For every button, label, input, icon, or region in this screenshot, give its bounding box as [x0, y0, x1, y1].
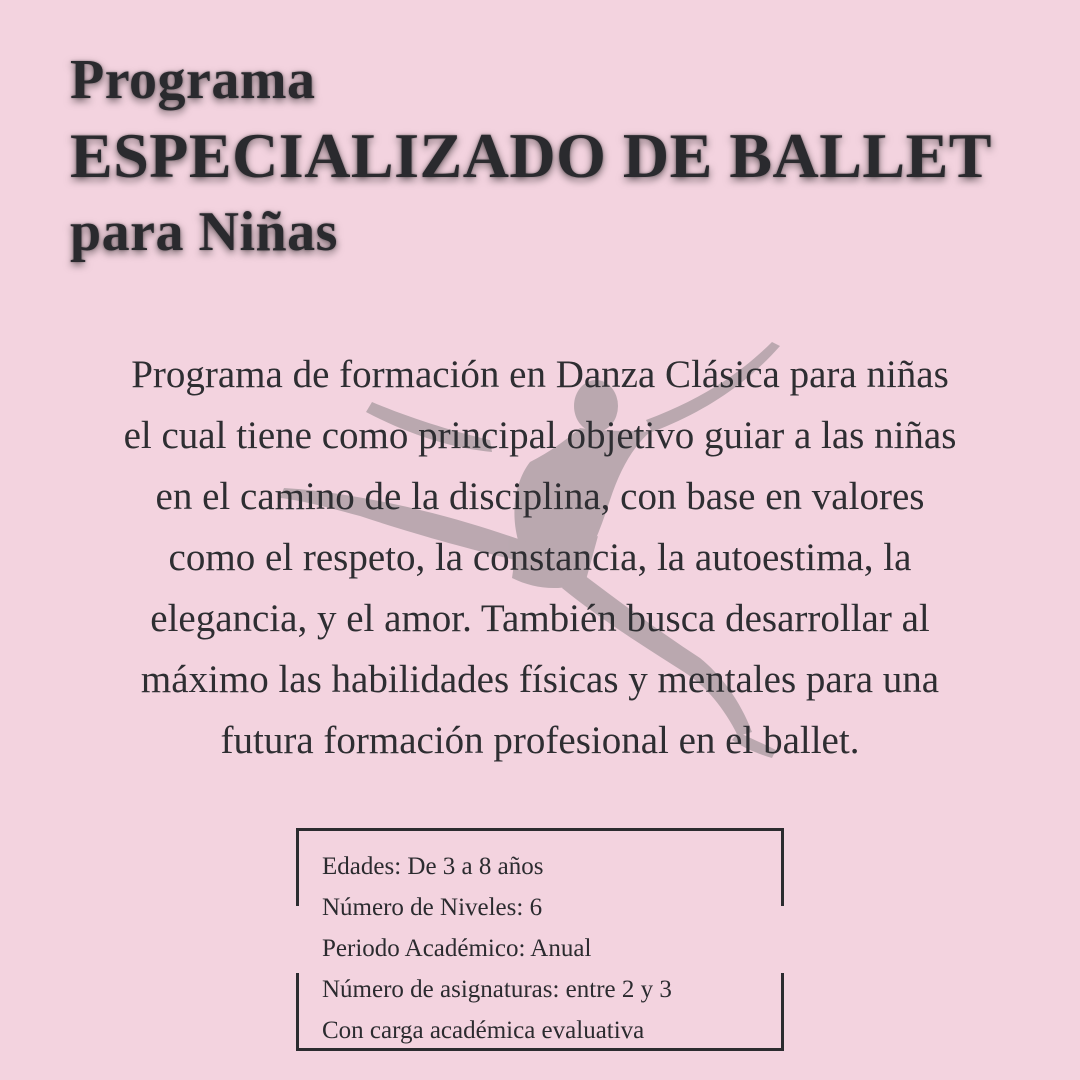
description-line: en el camino de la disciplina, con base en valores: [155, 475, 925, 518]
box-bracket-left-bottom: [296, 973, 299, 1051]
box-bracket-left-top: [296, 828, 299, 906]
page-title: [70, 49, 992, 263]
title-line-programa: Programa: [70, 49, 316, 111]
description-line: futura formación profesional en el ballet.: [220, 719, 860, 762]
detail-subjects: Número de asignaturas: entre 2 y 3: [322, 976, 672, 1003]
description-line: el cual tiene como principal objetivo guiar a las niñas: [123, 414, 957, 457]
program-details-list: [322, 846, 672, 1051]
program-description: [30, 344, 1050, 771]
box-border-top: [296, 828, 784, 831]
description-line: elegancia, y el amor. También busca desarrollar al: [150, 597, 930, 640]
detail-levels: Número de Niveles: 6: [322, 894, 543, 921]
description-line: Programa de formación en Danza Clásica para niñas: [131, 353, 949, 396]
detail-evaluation: Con carga académica evaluativa: [322, 1017, 645, 1044]
detail-academic-period: Periodo Académico: Anual: [322, 935, 592, 962]
description-line: como el respeto, la constancia, la autoestima, la: [168, 536, 912, 579]
description-line: máximo las habilidades físicas y mentales para una: [140, 658, 940, 701]
program-details-box: [296, 828, 784, 1051]
title-line-para-ninas: para Niñas: [70, 201, 338, 263]
title-line-especializado: ESPECIALIZADO DE BALLET: [70, 120, 992, 191]
box-bracket-right-top: [781, 828, 784, 906]
detail-ages: Edades: De 3 a 8 años: [322, 853, 544, 880]
box-bracket-right-bottom: [781, 973, 784, 1051]
